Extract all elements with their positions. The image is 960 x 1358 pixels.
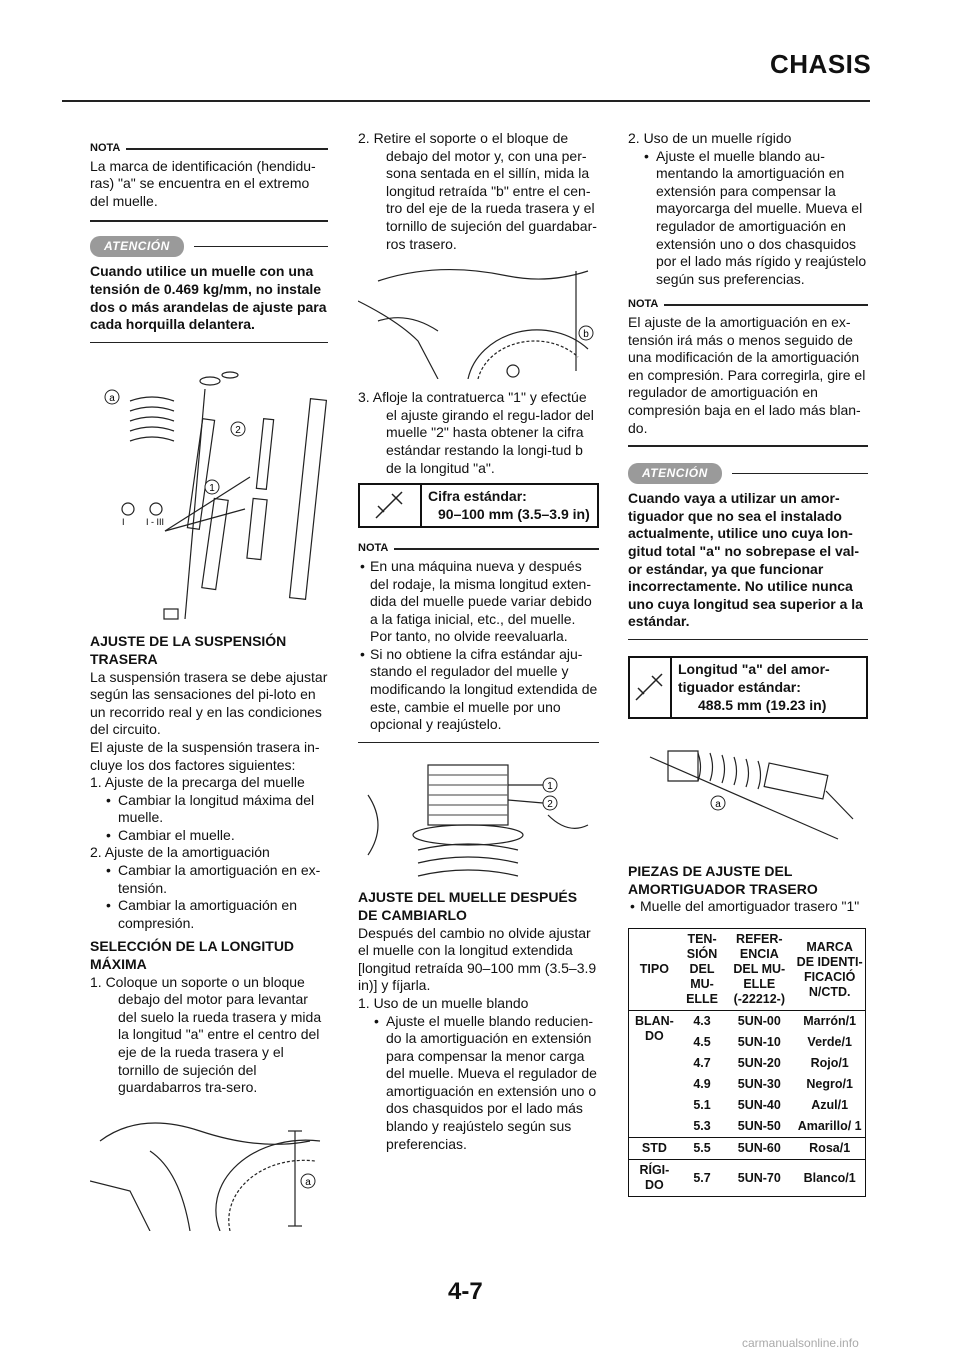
sec1-list-2: 2. Ajuste de la amortiguación <box>90 844 270 861</box>
warning-2-text: Cuando vaya a utilizar un amor-tiguador que no sea el instalado actualmente, utilice uno cuya lon-gitud total "a" no sobrepase el val-or estándar, ya que funcionar incorrectamente. No utilice nunca uno cuya longitud sea superior a la estándar. <box>628 490 863 630</box>
fig4-label-1: 1 <box>547 781 553 793</box>
cell-tipo: BLAN-DO <box>629 1011 680 1138</box>
section-rear-suspension-title: AJUSTE DE LA SUSPENSIÓN TRASERA <box>90 633 287 667</box>
rear-wheel-figure-a <box>90 1111 328 1231</box>
nota-2-bullet-2: • Si no obtiene la cifra estándar aju-stando el regulador del muelle y modificando la longitud extendida de este, cambie el muelle por uno opcional y reajústelo. <box>358 646 599 734</box>
table-row: BLAN-DO 4.3 5UN-00 Marrón/1 <box>629 1011 866 1033</box>
sec1-paragraph-1: La suspensión trasera se debe ajustar según las sensaciones del pi-loto en un recorrido real y en las condiciones del circuito. <box>90 668 328 738</box>
rear-shock-figure <box>628 731 866 857</box>
spec1-title: Cifra estándar: <box>428 488 527 505</box>
page-title: CHASIS <box>770 49 872 79</box>
col3-bullet-1: • Ajuste el muelle blando au-mentando la amortiguación en extensión para compensar la mayorcarga del muelle. Mueva el regulador de amortiguación en extensión uno o dos chasquidos por el lado más rígido y reajústelo según sus preferencias. <box>628 148 868 289</box>
table-row: 4.5 5UN-10 Verde/1 <box>693 1035 852 1049</box>
sec4-bullet-1: • Muelle del amortiguador trasero "1" <box>628 898 868 916</box>
col3-list-2: 2. Uso de un muelle rígido <box>628 130 792 146</box>
nota-2-bullet-1: • En una máquina nueva y después del rodaje, la misma longitud exten-dida del muelle puede variar debido a la fatiga inicial, etc., del muelle. Por tanto, no olvide reevaluarla. <box>358 558 599 646</box>
spec2-value: 488.5 mm (19.23 in) <box>698 696 827 713</box>
fig1-label-a: a <box>109 393 115 405</box>
column-1 <box>90 140 328 1231</box>
sec3-paragraph-1: Después del cambio no olvide ajustar el muelle con la longitud extendida [longitud retraída 90–100 mm (3.5–3.9 in)] y fíjarla. <box>358 924 597 994</box>
table-row: RÍGI-DO 5.7 5UN-70 Blanco/1 <box>629 1160 866 1197</box>
th-marca: MARCA DE IDENTI-FICACIÓ N/CTD. <box>796 939 863 999</box>
fig4-label-2: 2 <box>547 799 553 811</box>
spring-adjuster-figure <box>358 755 596 881</box>
table-row: 4.7 5UN-20 Rojo/1 <box>693 1056 849 1070</box>
sec2-list-1: 1. Coloque un soporte o un bloque debajo del motor para levantar del suelo la rueda trasera y mida la longitud "a" entre el centro del eje de la rueda trasera y el tornillo de sujeción del guardabarros tra-sero. <box>90 973 322 1096</box>
spring-table <box>628 928 866 1197</box>
table-row: 5.1 5UN-40 Azul/1 <box>693 1098 849 1112</box>
table-header-row <box>629 929 866 1011</box>
sec1-bullet-1: • Cambiar la longitud máxima del muelle. <box>90 792 328 827</box>
nota-3-text: El ajuste de la amortiguación en ex-tensión irá más o menos seguido de una modificación de la amortiguación en compresión. Para corregirla, gire el regulador de amortiguación en compresión baja en el lado más blan-do. <box>628 313 866 436</box>
column-2 <box>358 130 599 1153</box>
nota-3-header: NOTA <box>628 296 868 314</box>
warning-1-text: Cuando utilice un muelle con una tensión de 0.469 kg/mm, no instale dos o más arandelas de ajuste para cada horquilla delantera. <box>90 263 327 333</box>
table-row: 5.3 5UN-50 Amarillo/ 1 <box>693 1119 862 1133</box>
fig2-label-a: a <box>305 1176 311 1188</box>
fig1-label-1: 1 <box>209 483 215 495</box>
cell-tipo: STD <box>629 1138 680 1160</box>
column-3 <box>628 130 868 1197</box>
sec1-bullet-2: • Cambiar el muelle. <box>90 827 328 845</box>
fig1-label-I: I <box>122 517 125 528</box>
sec3-list-1: 1. Uso de un muelle blando <box>358 994 529 1011</box>
nota-1-header: NOTA <box>90 140 328 158</box>
spec-box-standard-figure <box>358 483 599 528</box>
warning-1-header: ATENCIÓN <box>90 236 328 258</box>
col2-list-3: 3. Afloje la contratuerca "1" y efectúe el ajuste girando el regu-lador del muelle "2" hasta obtener la cifra estándar restando la longi-tud b de la longitud "a". <box>358 389 594 476</box>
cell-tipo: RÍGI-DO <box>629 1160 680 1197</box>
spec-box-shock-length <box>628 656 868 719</box>
fig1-label-2: 2 <box>235 425 241 437</box>
fig1-label-I-III: I - III <box>146 517 164 528</box>
wrench-icon <box>360 485 422 526</box>
table-row: STD 5.5 5UN-60 Rosa/1 <box>629 1138 866 1160</box>
nota-2-header: NOTA <box>358 540 599 558</box>
sec1-bullet-4: • Cambiar la amortiguación en compresión. <box>90 897 328 932</box>
spec1-value: 90–100 mm (3.5–3.9 in) <box>438 505 590 522</box>
warning-2-header: ATENCIÓN <box>628 463 868 485</box>
spec2-title: Longitud "a" del amor-tiguador estándar: <box>678 661 830 696</box>
sec1-bullet-3: • Cambiar la amortiguación en ex-tensión. <box>90 862 328 897</box>
fig5-label-a: a <box>715 799 721 811</box>
th-referencia: REFER-ENCIA DEL MU-ELLE (-22212-) <box>733 932 786 1006</box>
sec1-paragraph-2: El ajuste de la suspensión trasera in-cluye los dos factores siguientes: <box>90 738 320 773</box>
th-tension: TEN-SIÓN DEL MU-ELLE <box>686 932 719 1006</box>
watermark: carmanualsonline.info <box>742 1336 859 1350</box>
front-fork-figure <box>90 349 328 627</box>
page-number: 4-7 <box>448 1278 483 1305</box>
fig3-label-b: b <box>583 329 589 341</box>
section-shock-parts-title: PIEZAS DE AJUSTE DEL AMORTIGUADOR TRASERO <box>628 863 818 897</box>
title-rule <box>62 100 870 102</box>
wrench-icon <box>630 658 672 717</box>
nota-1-text: La marca de identificación (hendidu-ras) "a" se encuentra en el extremo del muelle. <box>90 157 316 209</box>
section-max-length-title: SELECCIÓN DE LA LONGITUD MÁXIMA <box>90 938 295 973</box>
section-spring-after-change-title: AJUSTE DEL MUELLE DESPUÉS DE CAMBIARLO <box>358 889 578 923</box>
th-tipo: TIPO <box>639 962 669 976</box>
table-row: 4.9 5UN-30 Negro/1 <box>693 1077 853 1091</box>
rear-wheel-figure-b <box>358 261 596 379</box>
sec1-list-1: 1. Ajuste de la precarga del muelle <box>90 774 305 791</box>
sec3-bullet-1: • Ajuste el muelle blando reducien-do la amortiguación en extensión para compensar la menor carga del muelle. Mueva el regulador de amortiguación en extensión uno o dos chasquidos por el lado más blando y reajústelo según sus preferencias. <box>358 1013 599 1154</box>
col2-list-2: 2. Retire el soporte o el bloque de debajo del motor y, con una per-sona sentada en el sillín, mida la longitud retraída "b" entre el cen-tro del eje de la rueda trasera y el tornillo de sujeción del guardabar-ros trasero. <box>358 130 597 252</box>
